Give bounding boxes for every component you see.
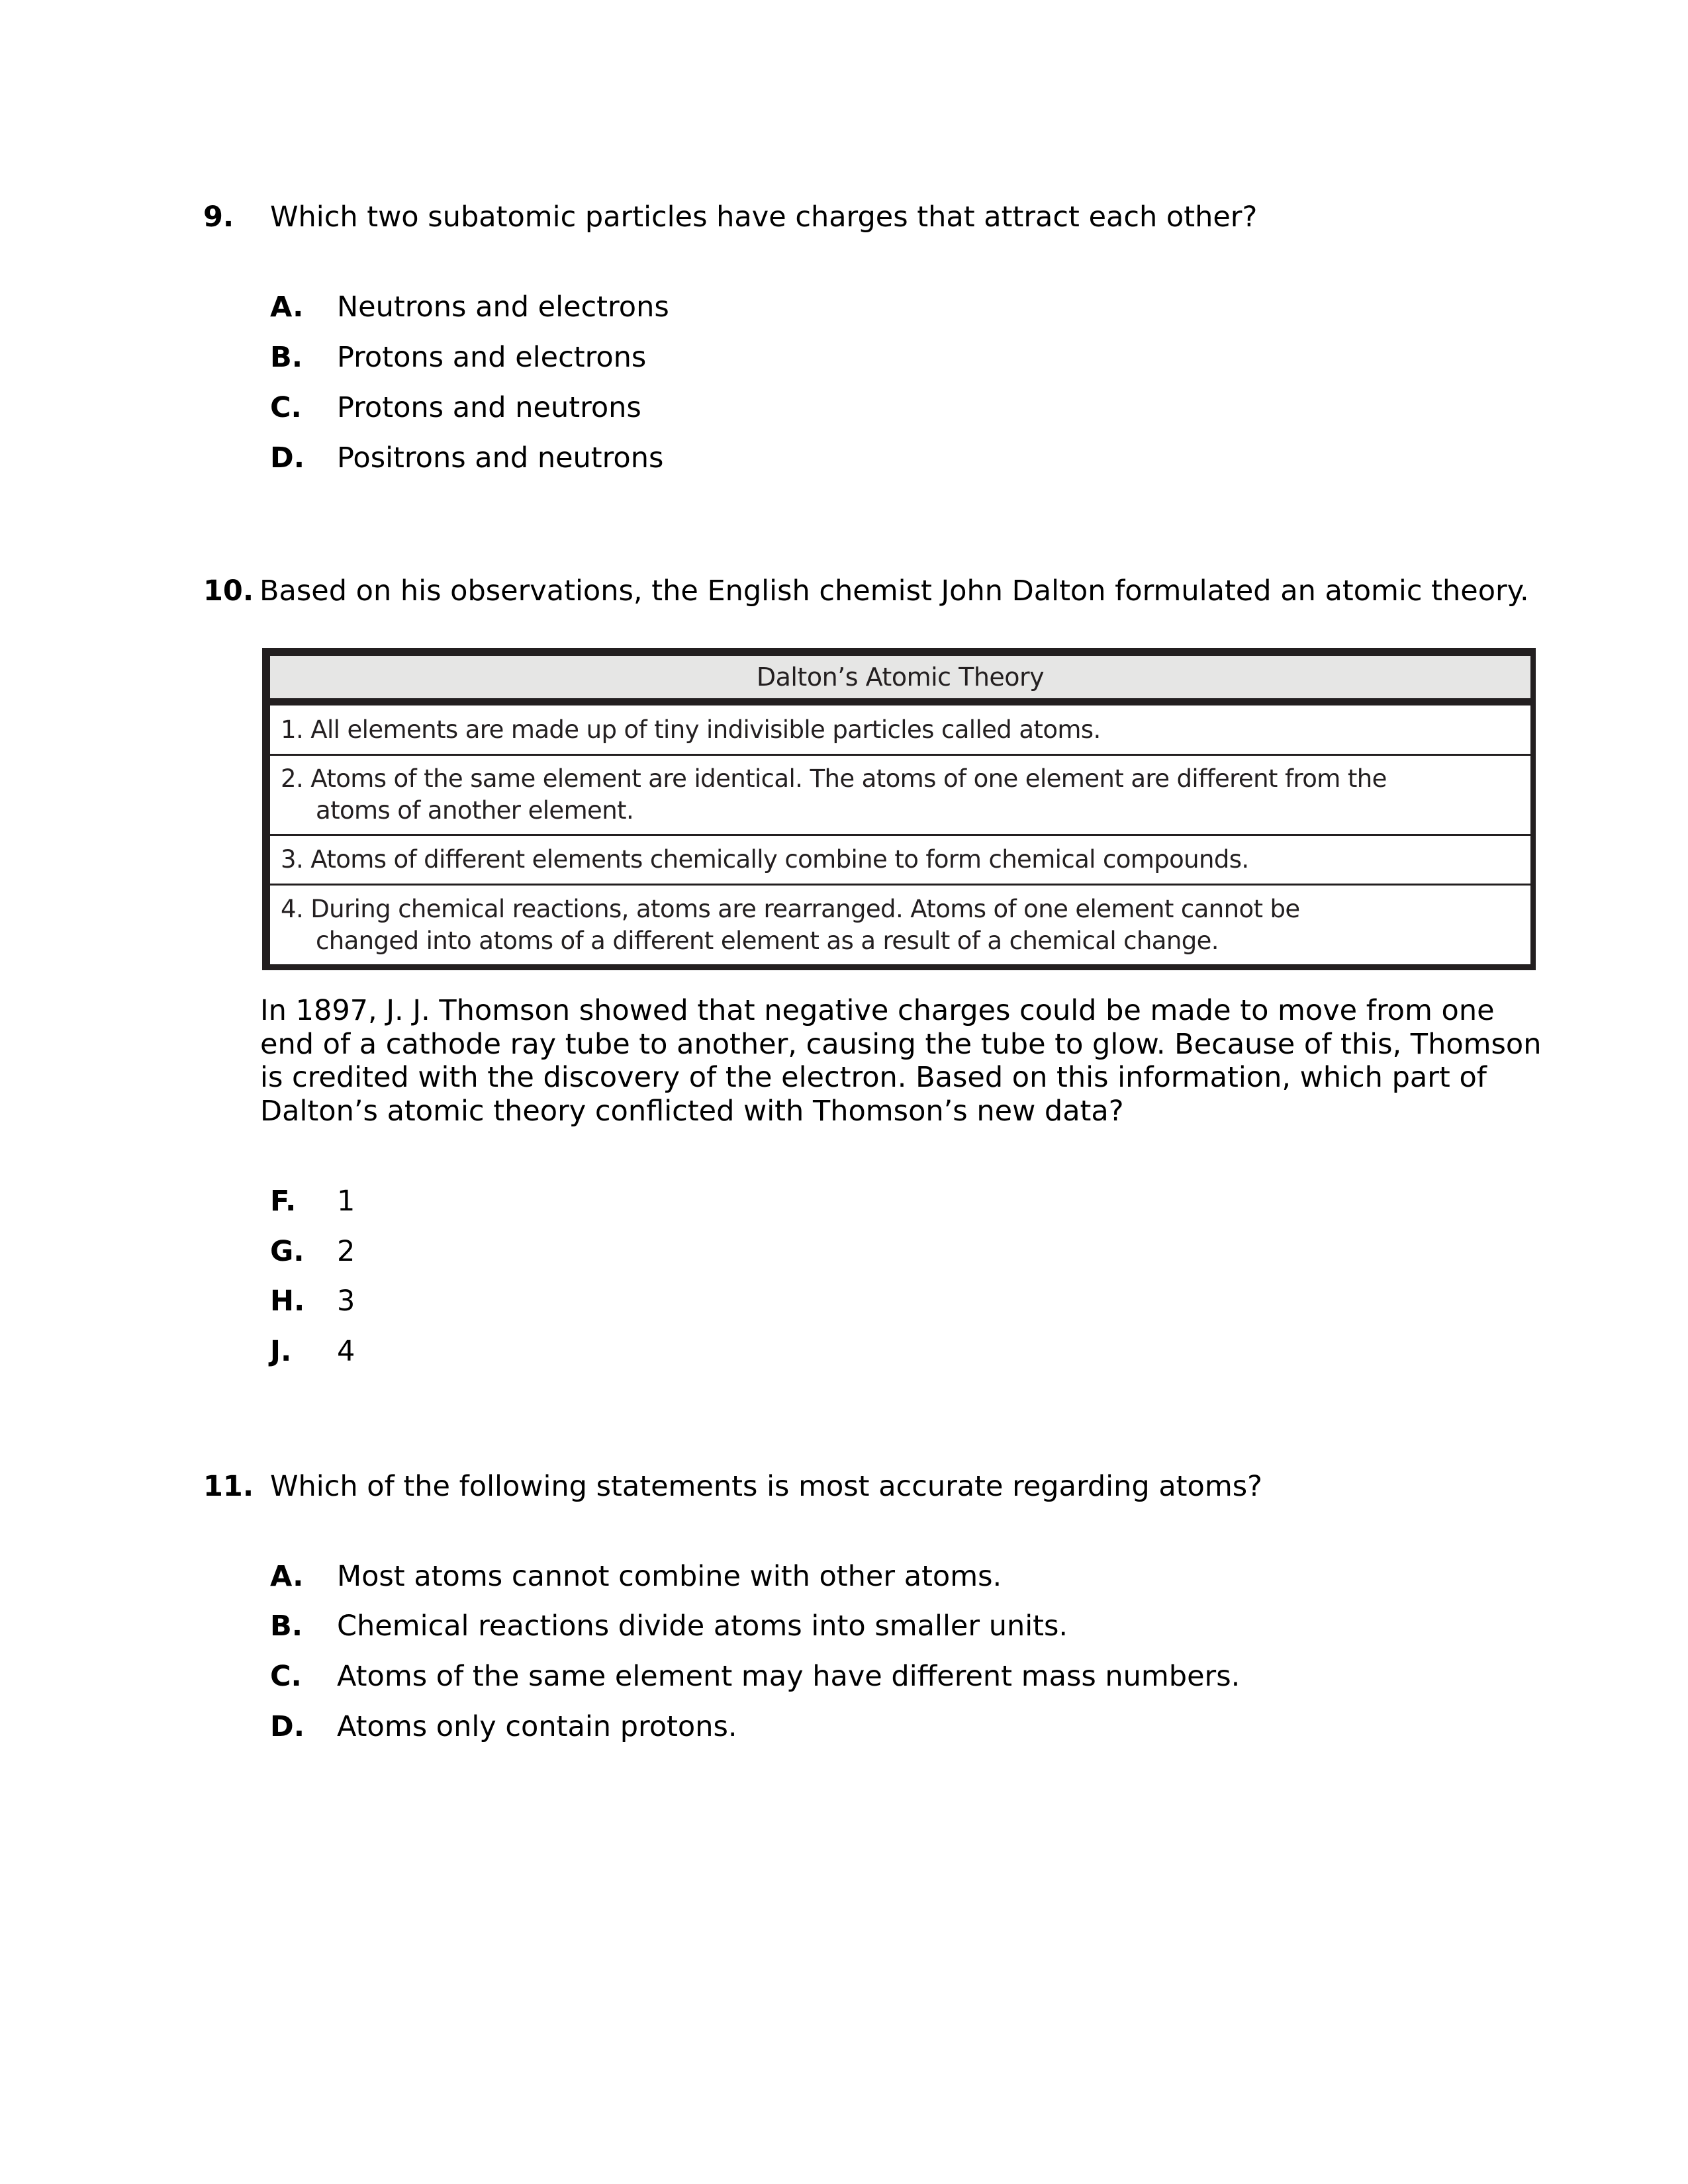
option-letter: B. [270,1610,303,1643]
table-header: Dalton’s Atomic Theory [270,656,1530,705]
option-text: 4 [337,1335,355,1368]
option-text: Atoms of the same element may have different mass numbers. [337,1660,1241,1693]
option-letter: B. [270,341,303,374]
table-row-text: 2. Atoms of the same element are identical. The atoms of one element are different from the [281,764,1387,793]
table-row-text-continued: atoms of another element. [316,796,634,825]
option-letter: F. [270,1185,297,1218]
option-letter: J. [270,1335,292,1368]
table-row-text: 3. Atoms of different elements chemically combine to form chemical compounds. [281,845,1249,874]
option-text: 1 [337,1185,355,1218]
passage-line: In 1897, J. J. Thomson showed that negative charges could be made to move from one [260,994,1495,1027]
option-letter: D. [270,1710,305,1743]
dalton-theory-table [262,648,1536,970]
question-prompt: Which two subatomic particles have charges that attract each other? [270,201,1258,234]
question-number: 9. [203,201,234,234]
option-text: Neutrons and electrons [337,291,669,324]
table-row [270,756,1530,836]
option-text: Protons and electrons [337,341,647,374]
table-row [270,836,1530,886]
table-row-text-continued: changed into atoms of a different element as a result of a chemical change. [316,926,1219,955]
option-letter: D. [270,441,305,475]
question-number: 10. [203,574,254,608]
question-number: 11. [203,1470,254,1503]
option-text: 2 [337,1235,355,1268]
passage-line: end of a cathode ray tube to another, causing the tube to glow. Because of this, Thomson [260,1027,1542,1061]
option-letter: A. [270,1560,304,1593]
table-row [270,886,1530,964]
option-text: 3 [337,1285,355,1318]
option-letter: G. [270,1235,305,1268]
question-prompt: Which of the following statements is most accurate regarding atoms? [270,1470,1262,1503]
option-letter: H. [270,1285,305,1318]
table-row-text: 1. All elements are made up of tiny indivisible particles called atoms. [281,715,1101,744]
passage [260,994,1558,1128]
option-letter: A. [270,291,304,324]
option-letter: C. [270,391,302,424]
question-prompt: Based on his observations, the English chemist John Dalton formulated an atomic theory. [259,574,1529,608]
passage-line: Dalton’s atomic theory conflicted with Thomson’s new data? [260,1094,1124,1128]
option-text: Protons and neutrons [337,391,641,424]
option-text: Positrons and neutrons [337,441,664,475]
option-letter: C. [270,1660,302,1693]
option-text: Most atoms cannot combine with other atoms. [337,1560,1002,1593]
table-row-text: 4. During chemical reactions, atoms are rearranged. Atoms of one element cannot be [281,894,1300,923]
passage-line: is credited with the discovery of the electron. Based on this information, which part of [260,1061,1487,1094]
table-row [270,705,1530,756]
option-text: Chemical reactions divide atoms into smaller units. [337,1610,1068,1643]
option-text: Atoms only contain protons. [337,1710,737,1743]
